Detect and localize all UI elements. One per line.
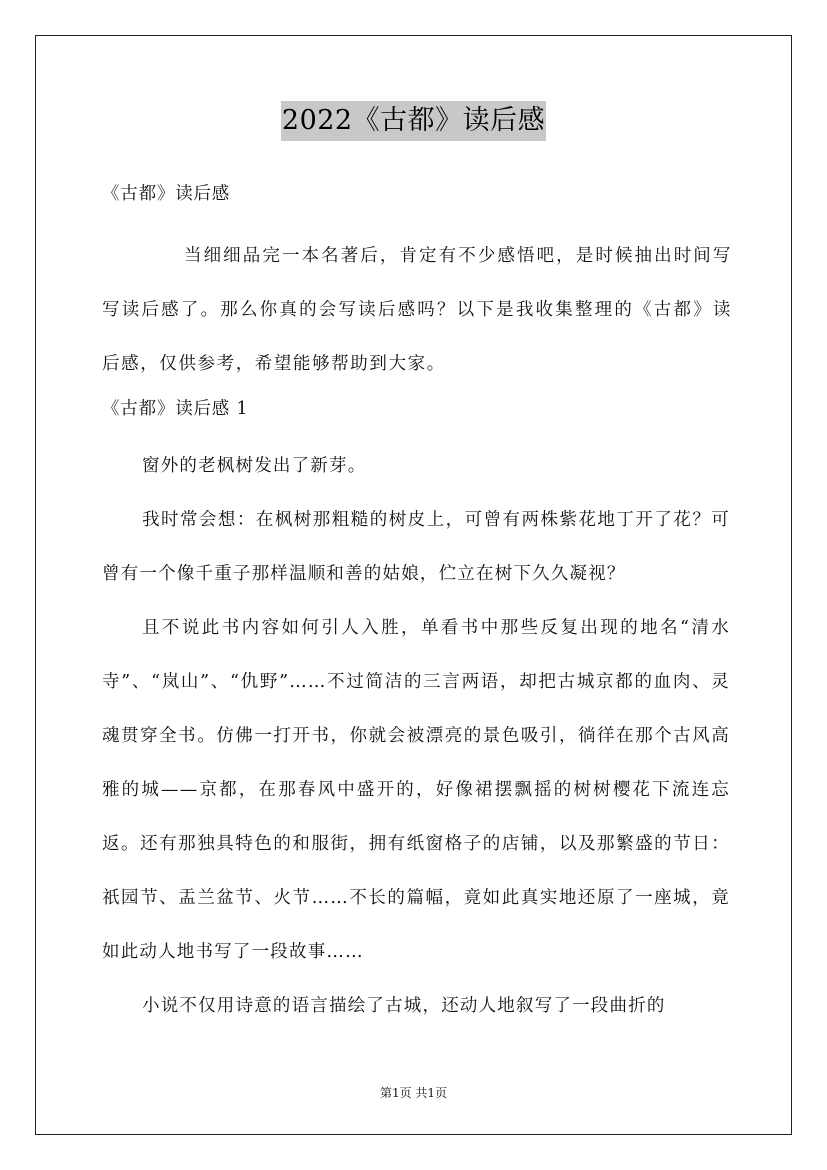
paragraph-2: 我时常会想：在枫树那粗糙的树皮上，可曾有两株紫花地丁开了花？可曾有一个像千重子那样温顺和善的姑娘，伫立在树下久久凝视？ [102,510,730,584]
paragraph-3: 且不说此书内容如何引人入胜，单看书中那些反复出现的地名“清水寺”、“岚山”、“仇野”……不过简洁的三言两语，却把古城京都的血肉、灵魂贯穿全书。仿佛一打开书，你就会被漂亮的景色吸引，徜徉在那个古风高雅的城——京都，在那春风中盛开的，好像裙摆飘摇的树树樱花下流连忘返。还有那独具特色的和服街，拥有纸窗格子的店铺，以及那繁盛的节日：祇园节、盂兰盆节、火节……不长的篇幅，竟如此真实地还原了一座城，竟如此动人地书写了一段故事…… [102,618,730,962]
title-container [0,101,827,141]
section-heading: 《古都》读后感 1 [102,399,249,419]
paragraph-4: 小说不仅用诗意的语言描绘了古城，还动人地叙写了一段曲折的 [142,996,666,1016]
intro-paragraph: 当细细品完一本名著后，肯定有不少感悟吧，是时候抽出时间写写读后感了。那么你真的会写读后感吗？以下是我收集整理的《古都》读后感，仅供参考，希望能够帮助到大家。 [102,246,732,374]
document-subtitle: 《古都》读后感 [102,184,231,204]
paragraph-1: 窗外的老枫树发出了新芽。 [142,456,367,476]
document-title: 2022《古都》读后感 [281,101,546,141]
page-footer: 第1页 共1页 [379,1086,448,1100]
